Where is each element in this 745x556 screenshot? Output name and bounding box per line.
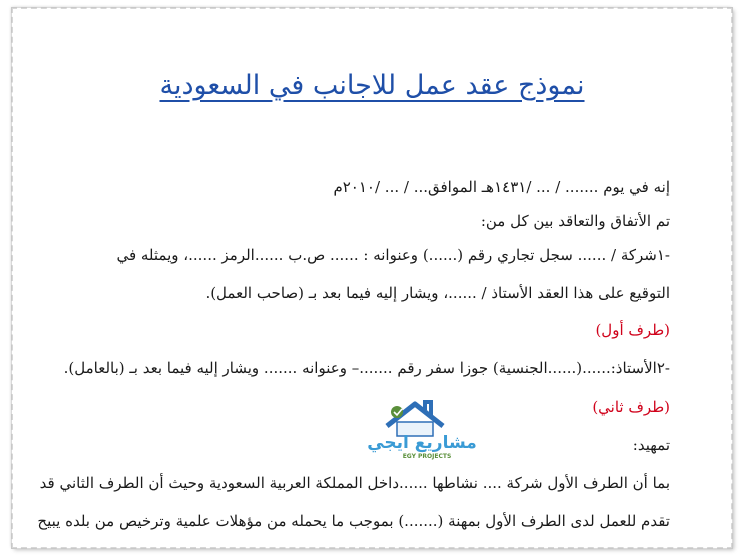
logo-caption: EGY PROJECTS: [402, 453, 452, 460]
house-logo-icon: [367, 398, 477, 460]
document-page: [12, 8, 732, 548]
document-title: نموذج عقد عمل للاجانب في السعودية: [159, 70, 585, 101]
second-party-line: -٢الأستاذ:......(......الجنسية) جوزا سفر رقم .......– وعنوانه ....... ويشار إليه فيما بعد بـ (بالعامل).: [63, 359, 670, 377]
first-party-line-1: -١شركة / ...... سجل تجاري رقم (......) وعنوانه : ...... ص.ب ......الرمز ......، ويمثله في: [116, 246, 670, 264]
agreement-intro-line: تم الأتفاق والتعاقد بين كل من:: [480, 212, 670, 230]
first-party-line-2: التوقيع على هذا العقد الأستاذ / ......، ويشار إليه فيما بعد بـ (صاحب العمل).: [205, 284, 670, 302]
second-party-label: (طرف ثاني): [592, 398, 670, 416]
preamble-line-1: بما أن الطرف الأول شركة .... نشاطها ......داخل المملكة العربية السعودية وحيث أن الطرف الثاني قد: [39, 474, 670, 492]
contract-date-line: إنه في يوم ....... / ... /١٤٣١هـ الموافق... / ... /٢٠١٠م: [333, 178, 670, 196]
preamble-heading: تمهيد:: [632, 436, 670, 454]
first-party-label: (طرف أول): [595, 321, 670, 339]
preamble-line-2: تقدم للعمل لدى الطرف الأول بمهنة (.......) بموجب ما يحمله من مؤهلات علمية وترخيص من بلده يبيح: [37, 512, 670, 530]
logo-text: مشاريع ايجي: [367, 433, 477, 453]
